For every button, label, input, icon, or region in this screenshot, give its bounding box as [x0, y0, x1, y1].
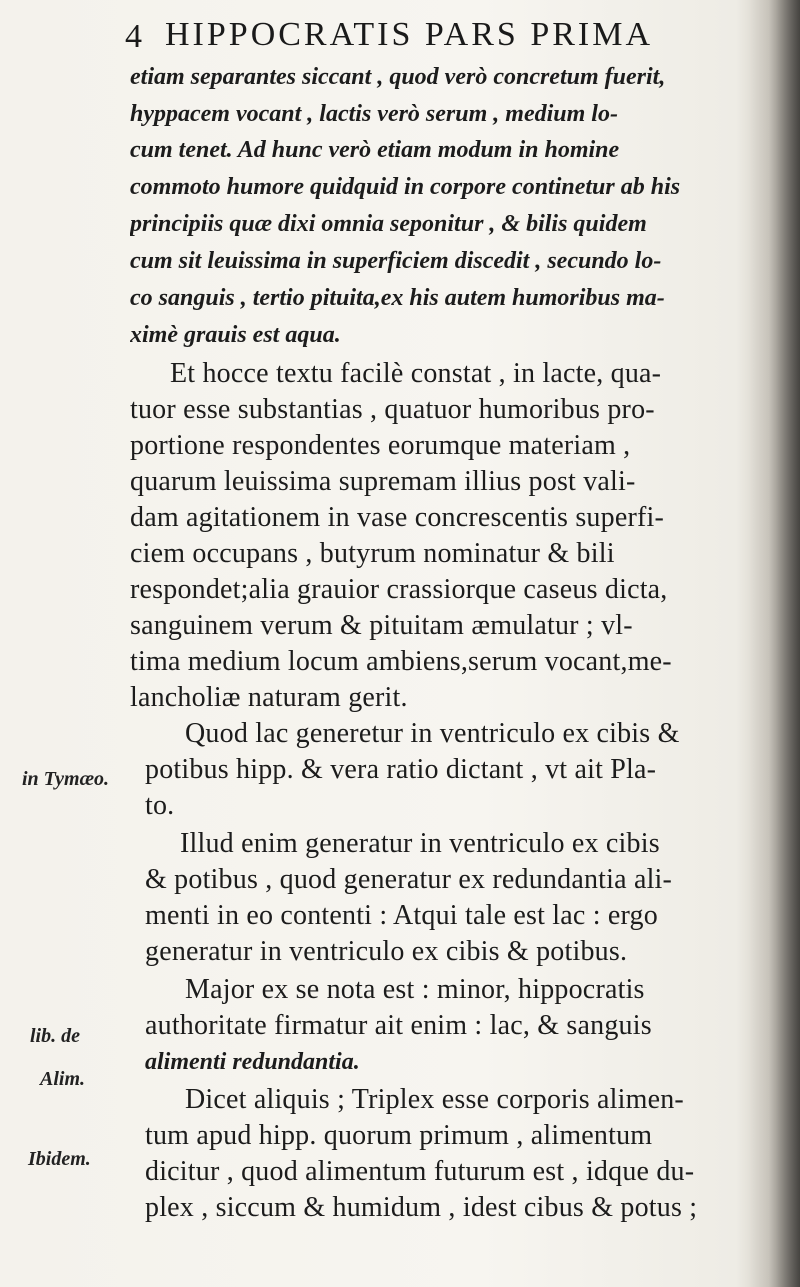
body-line: Et hocce textu facilè constat , in lacte, qua- [170, 358, 662, 389]
quote-line: cum sit leuissima in superficiem discedit , secundo lo- [130, 248, 662, 274]
body-line: tum apud hipp. quorum primum , alimentum [145, 1120, 653, 1151]
body-line: lancholiæ naturam gerit. [130, 682, 408, 713]
body-line: ciem occupans , butyrum nominatur & bili [130, 538, 615, 569]
quote-line: commoto humore quidquid in corpore continetur ab his [130, 174, 681, 200]
body-line: quarum leuissima supremam illius post vali- [130, 466, 636, 497]
body-line: respondet;alia grauior crassiorque caseus dicta, [130, 574, 668, 605]
running-title: HIPPOCRATIS PARS PRIMA [165, 16, 654, 53]
quote-line: principiis quæ dixi omnia seponitur , & bilis quidem [130, 211, 647, 237]
quote-line: etiam separantes siccant , quod verò concretum fuerit, [130, 64, 666, 90]
body-line: plex , siccum & humidum , idest cibus & potus ; [145, 1192, 698, 1223]
body-line: Quod lac generetur in ventriculo ex cibis & [185, 718, 680, 749]
body-line: Major ex se nota est : minor, hippocratis [185, 974, 645, 1005]
body-line: potibus hipp. & vera ratio dictant , vt ait Pla- [145, 754, 657, 785]
body-line: alimenti redundantia. [145, 1049, 360, 1075]
page-number: 4 [125, 18, 142, 55]
quote-line: ximè grauis est aqua. [130, 322, 341, 348]
page-header [125, 12, 705, 60]
body-line: authoritate firmatur ait enim : lac, & sanguis [145, 1010, 652, 1041]
body-line: menti in eo contenti : Atqui tale est lac : ergo [145, 900, 658, 931]
body-line: portione respondentes eorumque materiam , [130, 430, 631, 461]
body-line: dicitur , quod alimentum futurum est , idque du- [145, 1156, 695, 1187]
body-line: Illud enim generatur in ventriculo ex cibis [180, 828, 660, 859]
margin-note: Alim. [40, 1068, 86, 1090]
body-line: dam agitationem in vase concrescentis superfi- [130, 502, 665, 533]
body-line: tuor esse substantias , quatuor humoribus pro- [130, 394, 655, 425]
quote-line: co sanguis , tertio pituita,ex his autem humoribus ma- [130, 285, 665, 311]
margin-note: Ibidem. [28, 1148, 91, 1170]
body-line: Dicet aliquis ; Triplex esse corporis alimen- [185, 1084, 684, 1115]
body-line: generatur in ventriculo ex cibis & potibus. [145, 936, 628, 967]
margin-note: lib. de [30, 1025, 80, 1047]
page-edge-shadow [748, 0, 800, 1287]
body-line: & potibus , quod generatur ex redundantia ali- [145, 864, 673, 895]
margin-note: in Tymæo. [22, 768, 110, 790]
body-line: sanguinem verum & pituitam æmulatur ; vl- [130, 610, 633, 641]
quote-line: cum tenet. Ad hunc verò etiam modum in homine [130, 137, 620, 163]
body-line: tima medium locum ambiens,serum vocant,me- [130, 646, 672, 677]
body-line: to. [145, 790, 175, 821]
quote-line: hyppacem vocant , lactis verò serum , medium lo- [130, 101, 618, 127]
